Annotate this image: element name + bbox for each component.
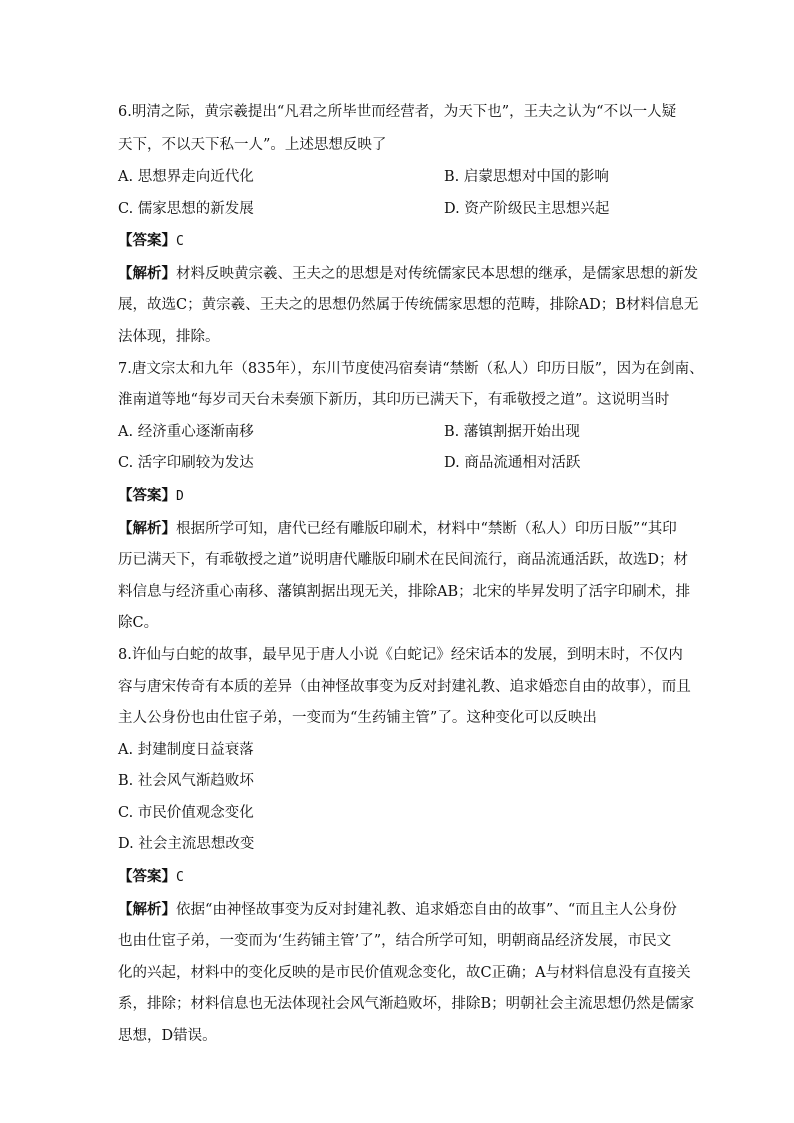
option-c: C. 儒家思想的新发展 <box>118 200 254 217</box>
option-a: A. 思想界走向近代化 <box>118 169 254 185</box>
answer-line <box>118 225 678 258</box>
stem-line: 7.唐文宗太和九年（835年），东川节度使冯宿奏请“禁断（私人）印历日版”，因为在剑南、 <box>118 360 704 377</box>
options-row <box>118 448 678 480</box>
analysis-line: 法体现，排除。 <box>118 328 220 345</box>
analysis-label: 【解析】 <box>118 519 176 537</box>
option-a: A. 经济重心逐渐南移 <box>118 423 254 440</box>
answer-label: 【答案】 <box>118 486 176 504</box>
answer-line <box>118 861 678 894</box>
question-stem <box>118 354 704 417</box>
question-stem <box>118 96 678 162</box>
analysis-line: 展，故选C；黄宗羲、王夫之的思想仍然属于传统儒家思想的范畴，排除AD；B材料信息无 <box>118 297 699 314</box>
analysis-line: 除C。 <box>118 615 159 632</box>
analysis-block <box>118 258 699 354</box>
question-stem <box>118 640 691 735</box>
question-6 <box>118 96 699 354</box>
option-d: D. 资产阶级民主思想兴起 <box>444 200 610 217</box>
analysis-line: 历已满天下，有乖敬授之道”说明唐代雕版印刷术在民间流行，商品流通活跃，故选D；材 <box>118 552 689 569</box>
answer-value: D <box>176 488 184 504</box>
option-a: A. 封建制度日益衰落 <box>118 741 254 758</box>
options-row <box>118 417 678 449</box>
analysis-line: 思想，D错误。 <box>118 1028 217 1045</box>
stem-line: 容与唐宋传奇有本质的差异（由神怪故事变为反对封建礼教、追求婚恋自由的故事），而且 <box>118 678 691 695</box>
analysis-line <box>118 513 678 546</box>
analysis-line: 也由仕宦子弟，一变而为‘生药铺主管’了”，结合所学可知，明朝商品经济发展，市民文 <box>118 933 672 950</box>
analysis-line <box>118 894 678 927</box>
analysis-text: 根据所学可知，唐代已经有雕版印刷术，材料中“禁断（私人）印历日版”“其印 <box>176 520 677 537</box>
stem-line: 主人公身份也由仕宦子弟，一变而为“生药铺主管”了。这种变化可以反映出 <box>118 710 597 727</box>
option-d: D. 社会主流思想改变 <box>118 836 255 853</box>
answer-value: C <box>176 870 184 886</box>
stem-line: 6.明清之际，黄宗羲提出“凡君之所毕世而经营者，为天下也”，王夫之认为“不以一人疑 <box>118 104 677 120</box>
option-c: C. 市民价值观念变化 <box>118 804 254 821</box>
option-c: C. 活字印刷较为发达 <box>118 455 254 472</box>
answer-label: 【答案】 <box>118 232 176 250</box>
question-8 <box>118 640 695 1053</box>
option-d: D. 商品流通相对活跃 <box>444 455 581 472</box>
stem-line: 天下，不以天下私一人”。上述思想反映了 <box>118 137 387 153</box>
options-row <box>118 194 678 226</box>
answer-label: 【答案】 <box>118 868 176 886</box>
question-7 <box>118 354 704 640</box>
analysis-line: 料信息与经济重心南移、藩镇割据出现无关，排除AB；北宋的毕昇发明了活字印刷术，排 <box>118 583 691 600</box>
analysis-text: 材料反映黄宗羲、王夫之的思想是对传统儒家民本思想的继承，是儒家思想的新发 <box>176 265 698 282</box>
analysis-block <box>118 513 691 640</box>
analysis-line <box>118 258 698 291</box>
analysis-label: 【解析】 <box>118 900 176 918</box>
option-b: B. 社会风气渐趋败坏 <box>118 773 254 790</box>
answer-line <box>118 480 678 513</box>
document-page <box>118 96 704 1053</box>
stem-line: 淮南道等地“每岁司天台未奏颁下新历，其印历已满天下，有乖敬授之道”。这说明当时 <box>118 392 670 409</box>
option-b: B. 藩镇割据开始出现 <box>444 423 580 440</box>
analysis-text: 依据“由神怪故事变为反对封建礼教、追求婚恋自由的故事”、“而且主人公身份 <box>176 901 677 918</box>
stem-line: 8.许仙与白蛇的故事，最早见于唐人小说《白蛇记》经宋话本的发展，到明末时，不仅内 <box>118 646 683 663</box>
analysis-label: 【解析】 <box>118 264 176 282</box>
analysis-block <box>118 894 695 1053</box>
analysis-line: 系，排除；材料信息也无法体现社会风气渐趋败坏，排除B；明朝社会主流思想仍然是儒家 <box>118 996 695 1013</box>
answer-value: C <box>176 234 184 250</box>
analysis-line: 化的兴起，材料中的变化反映的是市民价值观念变化，故C正确；A与材料信息没有直接关 <box>118 964 691 981</box>
options-row <box>118 162 678 194</box>
option-b: B. 启蒙思想对中国的影响 <box>444 169 609 185</box>
